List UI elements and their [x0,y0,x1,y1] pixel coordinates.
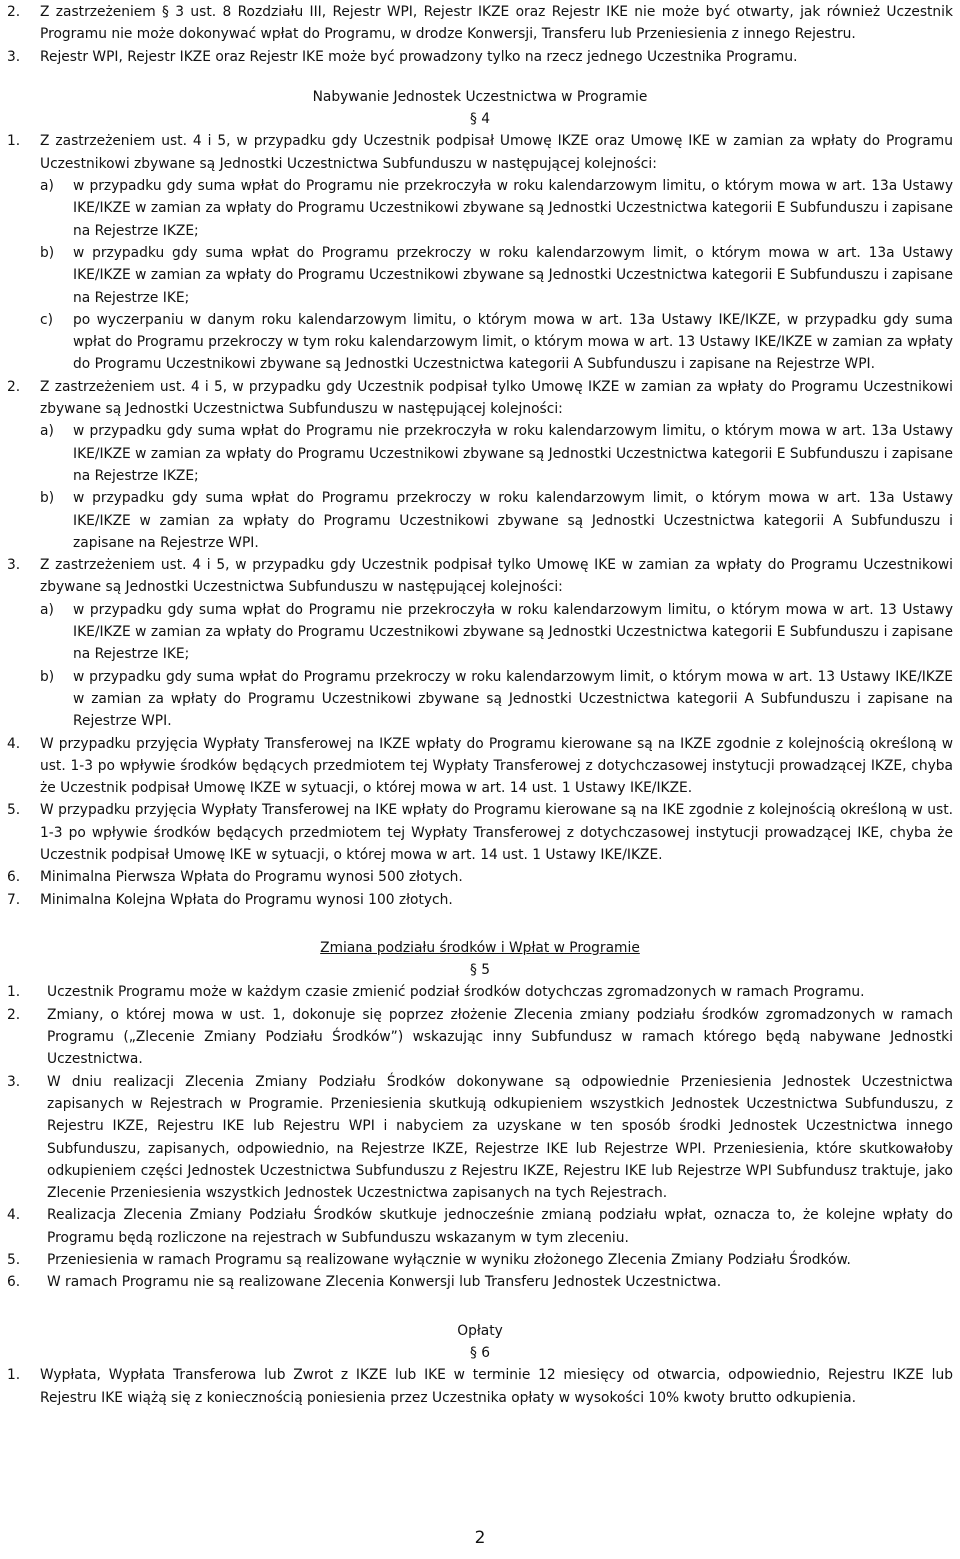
paragraph-text: Minimalna Kolejna Wpłata do Programu wynosi 100 złotych. [40,891,453,908]
paragraph-number: 6. [7,1274,21,1291]
paragraph [7,733,953,800]
list-item [40,420,953,487]
paragraph-text: Minimalna Pierwsza Wpłata do Programu wynosi 500 złotych. [40,869,463,886]
list-text: w przypadku gdy suma wpłat do Programu przekroczy w roku kalendarzowym limit, o którym mowa w art. 13 Ustawy IKE/IKZE w zamian za wpłaty do Programu Uczestnikowi zbywane są Jednostki Uczestnictwa kategorii A Subfunduszu i zapisane na Rejestrze WPI. [73,668,953,730]
paragraph-text: Przeniesienia w ramach Programu są realizowane wyłącznie w wyniku złożonego Zlecenia Zmiany Podziału Środków. [47,1252,851,1269]
paragraph-number: 2. [7,4,21,20]
paragraph-text: W dniu realizacji Zlecenia Zmiany Podziału Środków dokonywane są odpowiednie Przeniesienia Jednostek Uczestnictwa zapisanych w Rejestrach w Programie. Przeniesienia skutkują odkupieniem wszystkich Jednostek Uczestnictwa Subfunduszu, z Rejestru IKZE, Rejestru IKE lub Rejestru WPI i nabyciem za uzyskane w ten sposób środki Jednostek Uczestnictwa innego Subfunduszu, zapisanych, odpowiednio, na Rejestrze IKZE, Rejestrze IKE lub Rejestrze WPI. Przeniesienia, które skutkowałoby odkupieniem części Jednostek Uczestnictwa Subfunduszu z Rejestru IKZE, Rejestru IKE lub Rejestrze WPI Subfundusz traktuje, jako Zlecenie Przeniesienia wszystkich Jednostek Uczestnictwa zapisanych na tych Rejestrach. [47,1073,953,1202]
list-item [40,242,953,309]
list-letter: a) [40,423,54,440]
paragraph [7,1364,953,1409]
paragraph-text: Wypłata, Wypłata Transferowa lub Zwrot z IKZE lub IKE w terminie 12 miesięcy od otwarcia, odpowiednio, Rejestru IKZE lub Rejestru IKE wiążą się z koniecznością poniesienia przez Uczestnika opłaty w wysokości 10% kwoty brutto odkupienia. [40,1367,953,1406]
paragraph-text: Z zastrzeżeniem § 3 ust. 8 Rozdziału III, Rejestr WPI, Rejestr IKZE oraz Rejestr IKE nie może być otwarty, jak również Uczestnik Programu nie może dokonywać wpłat do Programu, w drodze Konwersji, Transferu lub Przeniesienia z innego Rejestru. [40,4,953,43]
paragraph [7,376,953,421]
paragraph-number: 2. [7,378,21,395]
list-text: w przypadku gdy suma wpłat do Programu nie przekroczyła w roku kalendarzowym limitu, o którym mowa w art. 13a Ustawy IKE/IKZE w zamian za wpłaty do Programu Uczestnikowi zbywane są Jednostki Uczestnictwa kategorii E Subfunduszu i zapisane na Rejestrze IKZE; [73,423,953,484]
list-letter: a) [40,601,54,618]
sub-list [7,420,953,554]
paragraph-text: Zmiany, o której mowa w ust. 1, dokonuje się poprzez złożenie Zlecenia zmiany podziału środków zgromadzonych w ramach Programu („Zlecenie Zmiany Podziału Środków”) wskazując inny Subfundusz w ramach którego będą nabywane Jednostki Uczestnictwa. [47,1006,953,1068]
paragraph [7,1071,953,1205]
paragraph [7,981,953,1003]
sub-list [7,175,953,376]
paragraph-number: 3. [7,48,21,65]
paragraph-number: 5. [7,1252,21,1269]
paragraph [7,799,953,866]
list-item [40,666,953,733]
section-title: Opłaty [457,1322,503,1339]
paragraph-text: W przypadku przyjęcia Wypłaty Transferowej na IKE wpłaty do Programu kierowane są na IKE zgodnie z kolejnością określoną w ust. 1-3 po wpływie środków będących przedmiotem tej Wypłaty Transferowej z dotychczasowej instytucji prowadzącej IKE, chyba że Uczestnik podpisał Umowę IKE w sytuacji, o której mowa w art. 14 ust. 1 Ustawy IKE/IKZE. [40,802,953,863]
paragraph-text: Uczestnik Programu może w każdym czasie zmienić podział środków dotychczas zgromadzonych w ramach Programu. [47,984,865,1001]
paragraph [7,866,953,888]
paragraph-number: 5. [7,802,21,819]
list-text: w przypadku gdy suma wpłat do Programu przekroczy w roku kalendarzowym limit, o którym mowa w art. 13a Ustawy IKE/IKZE w zamian za wpłaty do Programu Uczestnikowi zbywane są Jednostki Uczestnictwa kategorii E Subfunduszu i zapisane na Rejestrze IKE; [73,244,953,306]
section-number: § 5 [469,962,491,979]
list-letter: a) [40,178,54,195]
page-number: 2 [474,1528,486,1548]
list-item [40,599,953,666]
paragraph [7,1004,953,1071]
section-heading [7,937,953,982]
paragraph-number: 3. [7,1073,21,1090]
list-letter: b) [40,244,55,261]
document-content [7,1,953,1409]
paragraph-number: 2. [7,1006,21,1023]
paragraph [7,1249,953,1271]
list-text: po wyczerpaniu w danym roku kalendarzowym limitu, o którym mowa w art. 13a Ustawy IKE/IKZE, w przypadku gdy suma wpłat do Programu przekroczy w tym roku kalendarzowym limit, o którym mowa w art. 13 Ustawy IKE/IKZE w zamian za wpłaty do Programu Uczestnikowi zbywane są Jednostki Uczestnictwa kategorii A Subfunduszu i zapisane na Rejestrze WPI. [73,311,953,373]
list-item [40,175,953,242]
paragraph-number: 1. [7,1367,21,1384]
section-heading [7,1320,953,1365]
paragraph-number: 3. [7,557,21,574]
paragraph [7,46,953,68]
paragraph-text: Z zastrzeżeniem ust. 4 i 5, w przypadku gdy Uczestnik podpisał tylko Umowę IKE w zamian za wpłaty do Programu Uczestnikowi zbywane są Jednostki Uczestnictwa Subfunduszu w następującej kolejności: [40,557,953,596]
list-letter: b) [40,668,55,685]
list-text: w przypadku gdy suma wpłat do Programu przekroczy w roku kalendarzowym limit, o którym mowa w art. 13a Ustawy IKE/IKZE w zamian za wpłaty do Programu Uczestnikowi zbywane są Jednostki Uczestnictwa kategorii A Subfunduszu i zapisane na Rejestrze WPI. [73,490,953,551]
sub-list [7,599,953,733]
section-number: § 6 [469,1344,491,1361]
section-title: Zmiana podziału środków i Wpłat w Programie [320,939,640,956]
paragraph-text: W przypadku przyjęcia Wypłaty Transferowej na IKZE wpłaty do Programu kierowane są na IKZE zgodnie z kolejnością określoną w ust. 1-3 po wpływie środków będących przedmiotem tej Wypłaty Transferowej z dotychczasowej instytucji prowadzącej IKZE, chyba że Uczestnik podpisał Umowę IKZE w sytuacji, o której mowa w art. 14 ust. 1 Ustawy IKE/IKZE. [40,735,953,797]
section-title: Nabywanie Jednostek Uczestnictwa w Programie [312,88,648,105]
list-item [40,487,953,554]
paragraph [7,554,953,599]
paragraph-text: Z zastrzeżeniem ust. 4 i 5, w przypadku gdy Uczestnik podpisał tylko Umowę IKZE w zamian za wpłaty do Programu Uczestnikowi zbywane są Jednostki Uczestnictwa Subfunduszu w następującej kolejności: [40,378,953,418]
list-text: w przypadku gdy suma wpłat do Programu nie przekroczyła w roku kalendarzowym limitu, o którym mowa w art. 13 Ustawy IKE/IKZE w zamian za wpłaty do Programu Uczestnikowi zbywane są Jednostki Uczestnictwa kategorii E Subfunduszu i zapisane na Rejestrze IKE; [73,601,953,663]
paragraph-number: 7. [7,891,21,908]
paragraph-text: W ramach Programu nie są realizowane Zlecenia Konwersji lub Transferu Jednostek Uczestnictwa. [47,1274,722,1291]
paragraph-number: 1. [7,133,21,150]
paragraph [7,1204,953,1249]
section-number: § 4 [469,111,491,128]
paragraph-number: 4. [7,735,21,752]
paragraph-number: 1. [7,984,21,1001]
paragraph-number: 6. [7,869,21,886]
paragraph-text: Z zastrzeżeniem ust. 4 i 5, w przypadku gdy Uczestnik podpisał Umowę IKZE oraz Umowę IKE w zamian za wpłaty do Programu Uczestnikowi zbywane są Jednostki Uczestnictwa Subfunduszu w następującej kolejności: [40,133,953,172]
paragraph-number: 4. [7,1207,21,1224]
list-text: w przypadku gdy suma wpłat do Programu nie przekroczyła w roku kalendarzowym limitu, o którym mowa w art. 13a Ustawy IKE/IKZE w zamian za wpłaty do Programu Uczestnikowi zbywane są Jednostki Uczestnictwa kategorii E Subfunduszu i zapisane na Rejestrze IKZE; [73,178,953,239]
paragraph-text: Rejestr WPI, Rejestr IKZE oraz Rejestr IKE może być prowadzony tylko na rzecz jednego Uczestnika Programu. [40,48,798,65]
list-letter: c) [40,311,53,328]
paragraph [7,130,953,175]
list-letter: b) [40,490,55,507]
paragraph [7,889,953,911]
section-heading [7,86,953,131]
paragraph [7,1,953,46]
paragraph-text: Realizacja Zlecenia Zmiany Podziału Środków skutkuje jednocześnie zmianą podziału wpłat, oznacza to, że kolejne wpłaty do Programu będą rozliczone na rejestrach w Subfunduszu wskazanym w tym zleceniu. [47,1207,953,1246]
paragraph [7,1271,953,1293]
list-item [40,309,953,376]
